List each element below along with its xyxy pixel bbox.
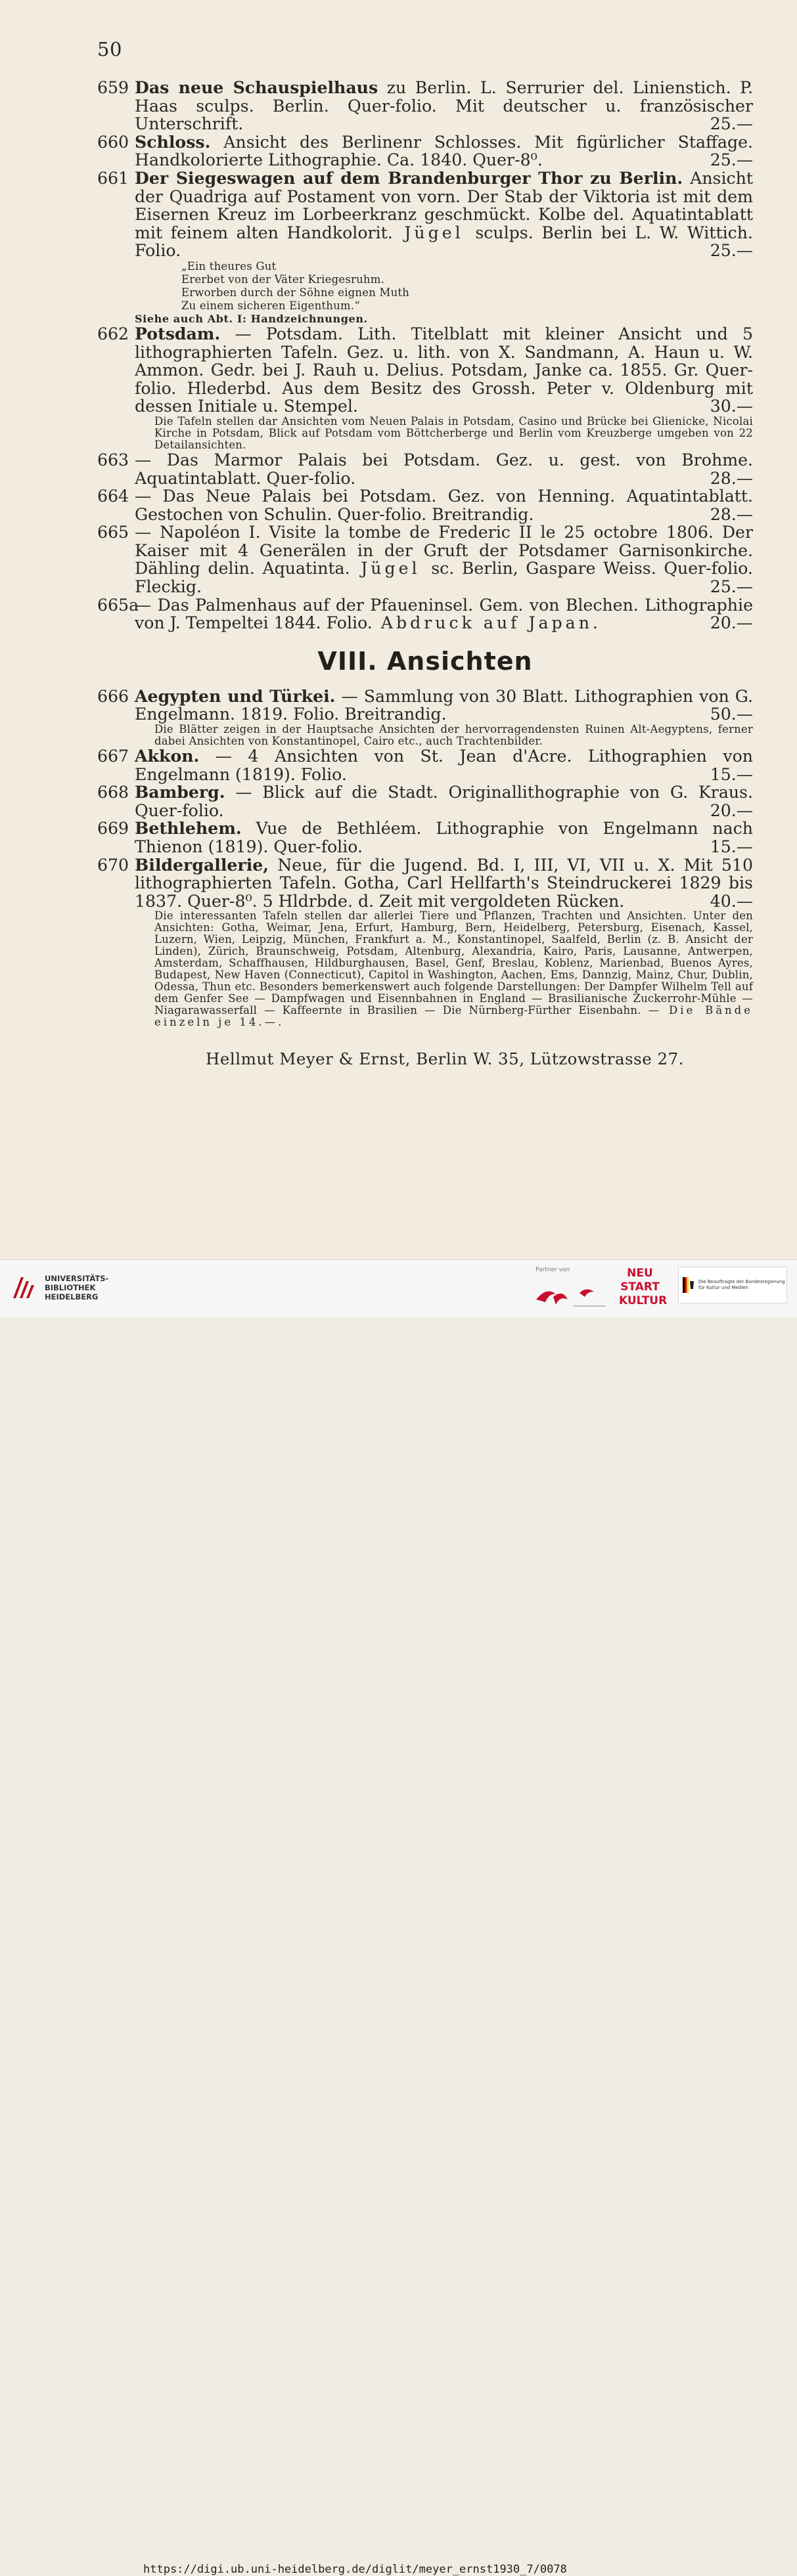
entry-text: — Das Marmor Palais bei Potsdam. Gez. u. gest. von Brohme. Aquatintablatt. Quer-folio. <box>135 450 753 488</box>
entry-title: Bamberg. <box>135 782 225 802</box>
section-heading: VIII. Ansichten <box>317 646 533 676</box>
entry-text: Ansicht des Berlinenr Schlosses. Mit figürlicher Staffage. Handkolorierte Lithographie. Ca. 1840. Quer-8⁰. <box>135 132 753 170</box>
entry-number: 667 <box>97 747 129 766</box>
entry-text: Vue de Bethléem. Lithographie von Engelmann nach Thienon (1819). Quer-folio. <box>135 819 753 856</box>
viewer-footer <box>0 1259 797 2576</box>
entry-price: 25.— <box>710 577 753 597</box>
catalog-entry <box>97 856 753 911</box>
publisher-imprint: Hellmut Meyer & Ernst, Berlin W. 35, Lützowstrasse 27. <box>206 1049 684 1069</box>
entry-number: 664 <box>97 487 129 506</box>
entry-text-cont: sculps. Berlin bei L. W. Wittich. Folio. <box>135 223 753 261</box>
entry-title: Das neue Schauspielhaus <box>135 77 378 97</box>
entry-price: 15.— <box>710 837 753 856</box>
bkm-line: Die Beauftragte der Bundesregierung <box>698 1279 785 1284</box>
poem-quote <box>181 260 753 313</box>
poem-line: „Ein theures Gut <box>181 259 277 273</box>
entry-note-text: Die interessanten Tafeln stellen dar allerlei Tiere und Pflanzen, Trachten und Ansichten. Unter den Ansichten: Gotha, Weimar, Jena, Erfurt, Hamburg, Bern, Heidelberg, Petersburg, Eisenach, Kassel, Luzern, Wien, Leipzig, München, Frankfurt a. M., Konstantinopel, Saalfeld, Berlin (z. B. Ansicht der Linden), Zürich, Braunschweig, Potsdam, Altenburg, Alexandria, Kairo, Paris, Lausanne, Antwerpen, Amsterdam, Schaffhausen, Hildburghausen, Basel, Genf, Breslau, Koblenz, Marienbad, Buenos Ayres, Budapest, New Haven (Connecticut), Capitol in Washington, Aachen, Ems, Dannzig, Mainz, Chur, Dublin, Odessa, Thun etc. Besonders bemerkenswert auch folgende Darstellungen: Der Dampfer Wilhelm Tell auf dem Genfer See — Dampfwagen und Eisennbahnen in England — Brasilianische Zuckerrohr-Mühle — Niagarawasserfall — Kaffeernte in Brasilien — Die Nürnberg-Fürther Eisenbahn. — <box>154 909 753 1017</box>
entry-note: Die Tafeln stellen dar Ansichten vom Neuen Palais in Potsdam, Casino und Brücke bei Glienicke, Nicolai Kirche in Potsdam, Blick auf Potsdam vom Böttcherberge und Berlin vom Kreuzberge umgeben von 22 Detailansichten. <box>154 414 753 451</box>
entry-number: 659 <box>97 78 129 97</box>
catalog-entry <box>97 596 753 632</box>
poem-line: Erworben durch der Söhne eignen Muth <box>181 286 410 299</box>
catalog-entry <box>97 523 753 596</box>
poem-line: Zu einem sicheren Eigenthum.“ <box>181 299 360 312</box>
library-logo[interactable] <box>9 1273 108 1302</box>
catalog-entry <box>97 819 753 856</box>
catalog-listing <box>97 79 753 1068</box>
catalog-entry <box>97 451 753 487</box>
partner-bird-icon[interactable] <box>534 1280 612 1311</box>
entry-number: 666 <box>97 686 129 706</box>
entry-text: — Das Palmenhaus auf der Pfaueninsel. Gem. von Blechen. Lithographie von J. Tempeltei 1844. Folio. <box>135 595 753 633</box>
library-name-line: BIBLIOTHEK <box>45 1283 96 1292</box>
neustart-line: START <box>620 1280 660 1294</box>
federal-eagle-icon <box>683 1277 695 1293</box>
entry-text: Ansicht der Quadriga auf Postament von vorn. Der Stab der Viktoria ist mit dem Eisernen Kreuz im Lorbeerkranz geschmückt. Kolbe del. Aquatintablatt mit feinem alten Handkolorit. <box>135 168 753 242</box>
entry-number: 665 <box>97 523 129 542</box>
catalog-entry <box>97 783 753 819</box>
entry-title: Bethlehem. <box>135 818 242 839</box>
see-also-note: Siehe auch Abt. I: Handzeichnungen. <box>135 312 368 325</box>
bkm-text <box>698 1279 785 1291</box>
entry-price: 20.— <box>710 613 753 633</box>
entry-price: 28.— <box>710 504 753 524</box>
entry-text: — Sammlung von 30 Blatt. Lithographien von G. Engelmann. 1819. Folio. Breitrandig. <box>135 686 753 724</box>
entry-number: 665a <box>97 595 139 615</box>
bkm-line: für Kultur und Medien <box>698 1285 748 1290</box>
entry-price: 50.— <box>710 705 753 724</box>
catalog-entry <box>97 133 753 169</box>
entry-price: 25.— <box>710 241 753 261</box>
entry-spaced-text: Jügel <box>350 559 432 579</box>
entry-price: 25.— <box>710 150 753 170</box>
entry-price: 28.— <box>710 468 753 488</box>
entry-price: 15.— <box>710 764 753 784</box>
entry-note-spaced: Die Bände einzeln je 14.—. <box>154 1004 753 1029</box>
entry-number: 662 <box>97 324 129 343</box>
entry-text: Neue, für die Jugend. Bd. I, III, VI, VII u. X. Mit 510 lithographierten Tafeln. Gotha, Carl Hellfarth's Steindruckerei 1829 bis 1837. Quer-8⁰. 5 Hldrbde. d. Zeit mit vergoldeten Rücken. <box>135 855 753 911</box>
entry-text: zu Berlin. L. Serrurier del. Linienstich. P. Haas sculps. Berlin. Quer-folio. Mit deutscher u. französischer Unterschrift. <box>135 78 753 134</box>
library-name <box>45 1274 108 1301</box>
entry-number: 660 <box>97 132 129 152</box>
library-name-line: HEIDELBERG <box>45 1292 99 1301</box>
entry-note: Die Blätter zeigen in der Hauptsache Ansichten der hervorragendensten Ruinen Alt-Aegyptens, ferner dabei Ansichten von Konstantinopel, Cairo etc., auch Trachtenbilder. <box>154 723 753 748</box>
entry-price: 40.— <box>710 891 753 911</box>
catalog-page <box>0 0 797 1259</box>
page-number: 50 <box>97 38 122 60</box>
catalog-entry <box>97 325 753 416</box>
entry-price: 25.— <box>710 114 753 134</box>
partner-label: Partner von <box>535 1267 570 1273</box>
neustart-line: KULTUR <box>619 1294 668 1307</box>
entry-text: — Potsdam. Lith. Titelblatt mit kleiner Ansicht und 5 lithographierten Tafeln. Gez. u. lith. von X. Sandmann, A. Haun u. W. Ammon. Gedr. bei J. Rauh u. Delius. Potsdam, Janke ca. 1855. Gr. Quer-folio. Hlederbd. Aus dem Besitz des Grossh. Peter v. Oldenburg mit dessen Initiale u. Stempel. <box>135 324 753 416</box>
entry-title: Bildergallerie, <box>135 854 269 875</box>
library-seal-icon <box>9 1273 38 1302</box>
entry-note <box>154 910 753 1028</box>
permalink-url[interactable]: https://digi.ub.uni-heidelberg.de/diglit/meyer_ernst1930_7/0078 <box>143 2563 567 2576</box>
catalog-entry <box>97 747 753 783</box>
poem-line: Ererbet von der Väter Kriegesruhm. <box>181 273 385 286</box>
catalog-entry <box>97 169 753 260</box>
entry-text: — Napoléon I. Visite la tombe de Frederic II le 25 octobre 1806. Der Kaiser mit 4 Generälen in der Gruft der Potsdamer Garnisonkirche. Dähling delin. Aquatinta. <box>135 523 753 579</box>
entry-text-cont: sc. Berlin, Gaspare Weiss. Quer-folio. Fleckig. <box>135 559 753 597</box>
library-name-line: UNIVERSITÄTS- <box>45 1274 109 1283</box>
catalog-entry <box>97 79 753 133</box>
entry-title: Potsdam. <box>135 323 221 343</box>
entry-title: Akkon. <box>135 746 200 766</box>
neustart-line: NEU <box>627 1267 653 1280</box>
entry-spaced-text: Abdruck auf Japan. <box>372 613 601 633</box>
entry-title: Schloss. <box>135 131 211 152</box>
entry-number: 663 <box>97 450 129 469</box>
entry-title: Der Siegeswagen auf dem Brandenburger Thor zu Berlin. <box>135 167 683 188</box>
bkm-logo[interactable] <box>678 1267 787 1303</box>
entry-number: 670 <box>97 855 129 875</box>
entry-number: 669 <box>97 819 129 839</box>
entry-spaced-text: Jügel <box>392 223 476 242</box>
catalog-entry <box>97 688 753 724</box>
entry-price: 20.— <box>710 800 753 820</box>
entry-text: — Blick auf die Stadt. Originallithographie von G. Kraus. Quer-folio. <box>135 783 753 820</box>
entry-price: 30.— <box>710 397 753 416</box>
neustart-kultur-logo[interactable] <box>619 1267 668 1310</box>
entry-number: 661 <box>97 168 129 188</box>
catalog-entry <box>97 487 753 523</box>
entry-number: 668 <box>97 783 129 802</box>
entry-title: Aegypten und Türkei. <box>135 686 336 706</box>
entry-text: — Das Neue Palais bei Potsdam. Gez. von Henning. Aquatintablatt. Gestochen von Schulin. Quer-folio. Breitrandig. <box>135 487 753 524</box>
entry-text: — 4 Ansichten von St. Jean d'Acre. Lithographien von Engelmann (1819). Folio. <box>135 747 753 784</box>
